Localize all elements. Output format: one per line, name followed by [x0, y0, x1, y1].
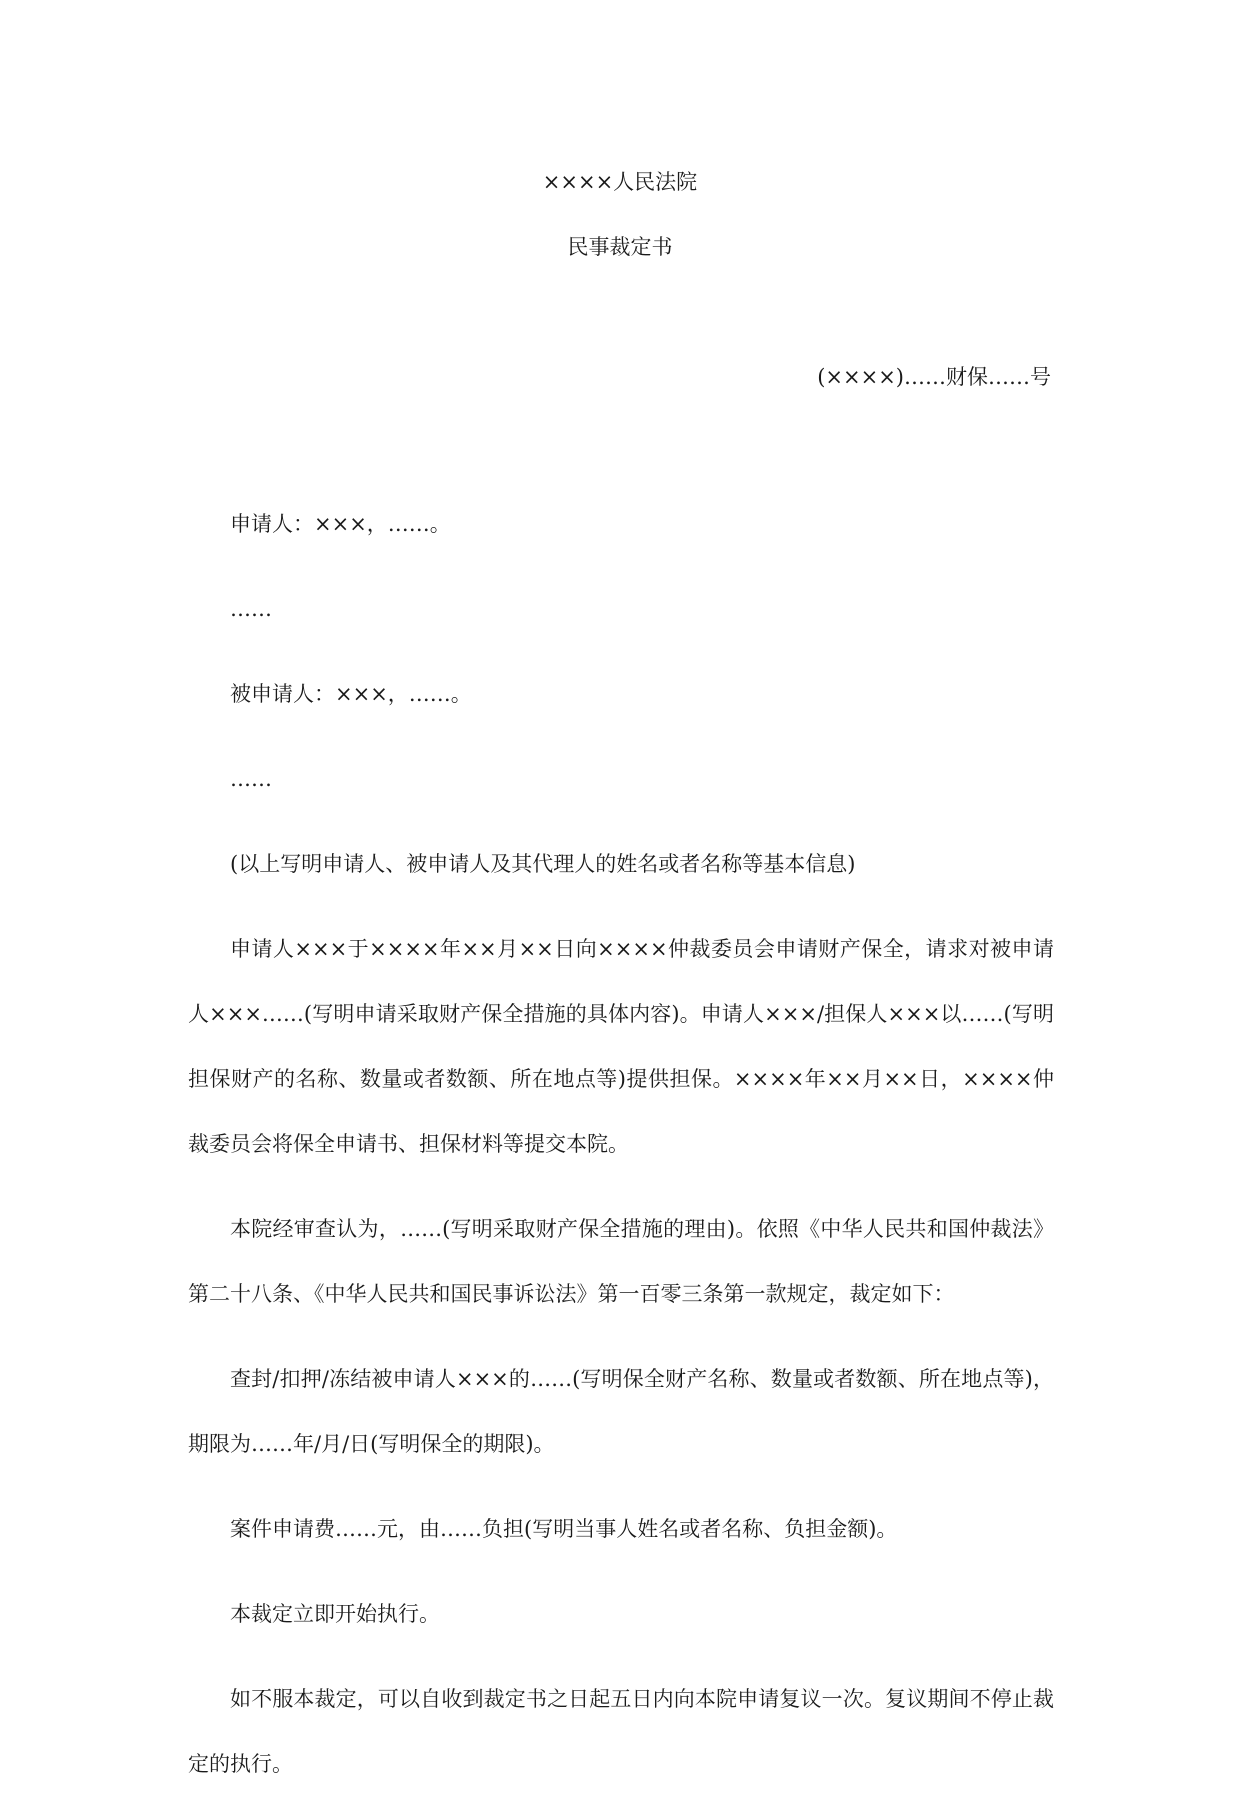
- paragraph-fee: 案件申请费……元，由……负担(写明当事人姓名或者名称、负担金额)。: [230, 1517, 898, 1541]
- paragraph-ruling: 查封/扣押/冻结被申请人×××的……(写明保全财产名称、数量或者数额、所在地点等)，期限为……年/月/日(写明保全的期限)。: [188, 1367, 1054, 1456]
- paragraph-ellipsis-1: ……: [230, 597, 272, 621]
- paragraph-ellipsis-2: ……: [230, 767, 272, 791]
- paragraph-execution: 本裁定立即开始执行。: [230, 1602, 440, 1626]
- case-number: (××××)……财保……号: [817, 365, 1051, 389]
- document-body: [188, 492, 1054, 1797]
- court-name: ××××人民法院: [542, 170, 698, 194]
- paragraph-appeal: 如不服本裁定，可以自收到裁定书之日起五日内向本院申请复议一次。复议期间不停止裁定的执行。: [188, 1687, 1054, 1776]
- paragraph-respondent: 被申请人：×××，……。: [230, 682, 472, 706]
- paragraph-parties-note: (以上写明申请人、被申请人及其代理人的姓名或者名称等基本信息): [230, 852, 856, 876]
- paragraph-application: 申请人×××于××××年××月××日向××××仲裁委员会申请财产保全，请求对被申请人×××……(写明申请采取财产保全措施的具体内容)。申请人×××/担保人×××以……(写明担保财产的名称、数量或者数额、所在地点等)提供担保。××××年××月××日，××××仲裁委员会将保全申请书、担保材料等提交本院。: [188, 937, 1054, 1156]
- paragraph-applicant: 申请人：×××，……。: [230, 512, 451, 536]
- document-title: 民事裁定书: [567, 235, 673, 259]
- paragraph-review: 本院经审查认为，……(写明采取财产保全措施的理由)。依照《中华人民共和国仲裁法》第二十八条、《中华人民共和国民事诉讼法》第一百零三条第一款规定，裁定如下：: [188, 1217, 1054, 1306]
